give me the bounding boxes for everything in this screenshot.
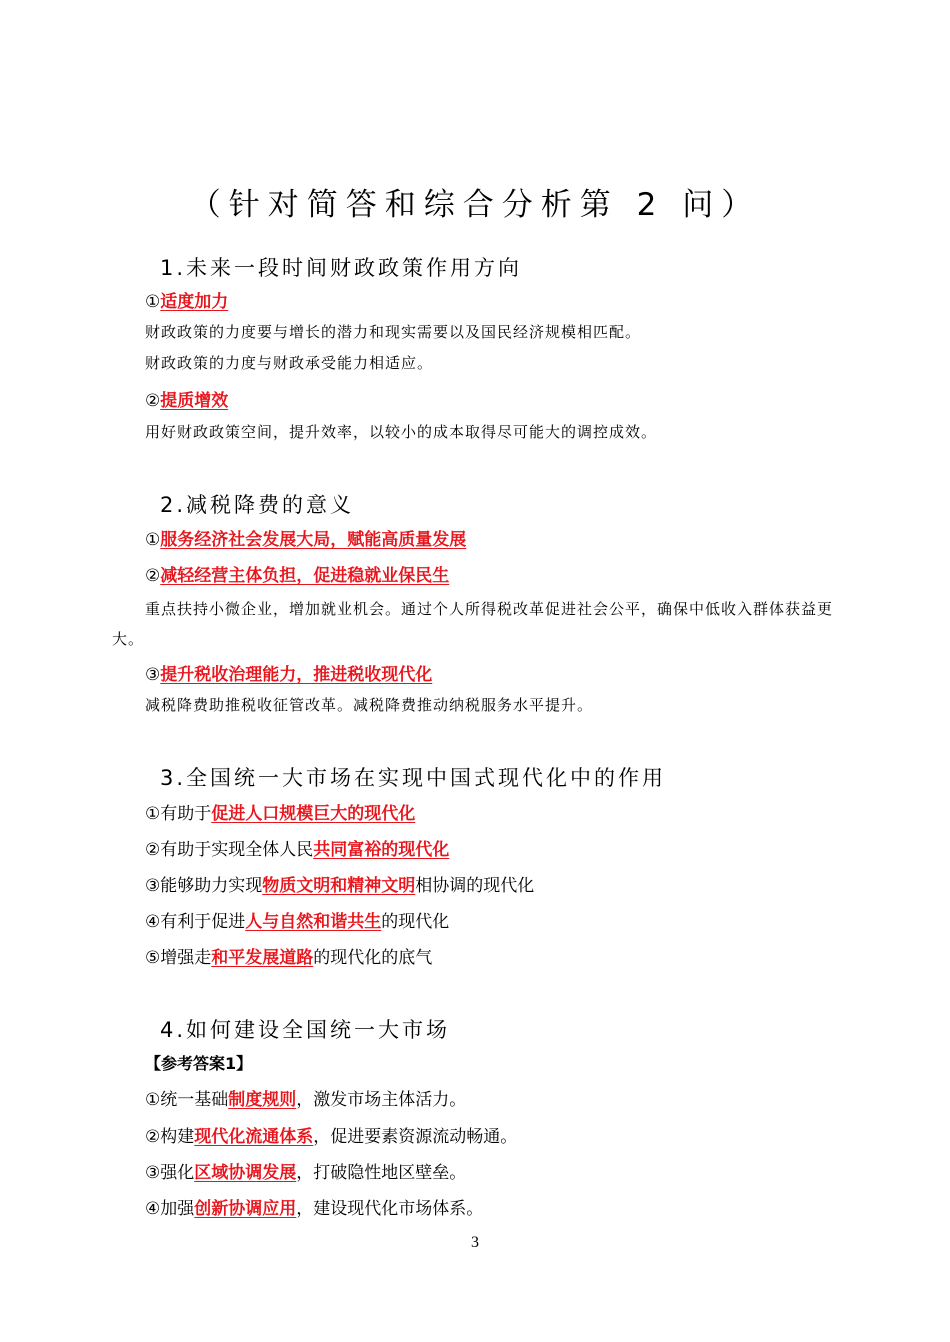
item-number: ①	[145, 292, 161, 312]
s2-item-2-paragraph: 重点扶持小微企业，增加就业机会。通过个人所得税改革促进社会公平，确保中低收入群体获益更大。	[112, 600, 834, 648]
keyword: 减轻经营主体负担，促进稳就业保民生	[160, 566, 450, 586]
item-prefix: ⑤增强走	[145, 948, 212, 968]
s2-item-3	[145, 662, 432, 688]
s4-item-2	[145, 1124, 517, 1150]
item-prefix: ③能够助力实现	[145, 876, 263, 896]
section-4-heading: 4.如何建设全国统一大市场	[160, 1018, 451, 1042]
s3-item-2	[145, 837, 449, 863]
keyword: 共同富裕的现代化	[313, 840, 450, 860]
s1-item-2-line-1: 用好财政政策空间，提升效率，以较小的成本取得尽可能大的调控成效。	[145, 423, 658, 441]
s3-item-5	[145, 945, 432, 971]
item-suffix: 的现代化	[381, 912, 450, 932]
keyword: 服务经济社会发展大局，赋能高质量发展	[160, 530, 467, 550]
page-title: （针对简答和综合分析第 2 问）	[189, 187, 761, 223]
item-number: ③	[145, 665, 161, 685]
item-prefix: ④有利于促进	[145, 912, 246, 932]
item-suffix: 的现代化的底气	[313, 948, 433, 968]
keyword: 适度加力	[160, 292, 229, 312]
s3-item-4	[145, 909, 449, 935]
section-2-heading: 2.减税降费的意义	[160, 493, 355, 517]
item-prefix: ④加强	[145, 1199, 195, 1219]
s3-item-3	[145, 873, 534, 899]
keyword: 提升税收治理能力，推进税收现代化	[160, 665, 433, 685]
s1-item-1-line-1: 财政政策的力度要与增长的潜力和现实需要以及国民经济规模相匹配。	[145, 323, 642, 341]
item-number: ②	[145, 566, 161, 586]
item-prefix: ②有助于实现全体人民	[145, 840, 314, 860]
keyword: 促进人口规模巨大的现代化	[211, 804, 416, 824]
item-number: ①	[145, 530, 161, 550]
reference-answer-label: 【参考答案1】	[145, 1054, 253, 1073]
section-3-heading: 3.全国统一大市场在实现中国式现代化中的作用	[160, 766, 667, 790]
s4-item-4	[145, 1196, 483, 1222]
item-prefix: ①有助于	[145, 804, 212, 824]
item-number: ②	[145, 391, 161, 411]
keyword: 提质增效	[160, 391, 229, 411]
s2-item-2	[145, 563, 449, 589]
s1-item-2	[145, 388, 228, 414]
item-suffix: ，激发市场主体活力。	[296, 1090, 467, 1110]
item-suffix: ，打破隐性地区壁垒。	[296, 1163, 467, 1183]
keyword: 物质文明和精神文明	[262, 876, 416, 896]
keyword: 区域协调发展	[194, 1163, 297, 1183]
keyword: 创新协调应用	[194, 1199, 297, 1219]
s3-item-1	[145, 801, 415, 827]
item-prefix: ②构建	[145, 1127, 195, 1147]
item-suffix: ，建设现代化市场体系。	[296, 1199, 484, 1219]
page-number: 3	[471, 1234, 479, 1251]
keyword: 现代化流通体系	[194, 1127, 314, 1147]
item-suffix: 相协调的现代化	[415, 876, 535, 896]
section-1-heading: 1.未来一段时间财政政策作用方向	[160, 256, 523, 280]
item-suffix: ，促进要素资源流动畅通。	[313, 1127, 518, 1147]
s4-item-1	[145, 1087, 466, 1113]
item-prefix: ①统一基础	[145, 1090, 229, 1110]
item-prefix: ③强化	[145, 1163, 195, 1183]
keyword: 制度规则	[228, 1090, 297, 1110]
keyword: 和平发展道路	[211, 948, 314, 968]
s1-item-1	[145, 289, 228, 315]
keyword: 人与自然和谐共生	[245, 912, 382, 932]
s1-item-1-line-2: 财政政策的力度与财政承受能力相适应。	[145, 354, 434, 372]
s2-item-1	[145, 527, 466, 553]
s2-item-3-line-1: 减税降费助推税收征管改革。减税降费推动纳税服务水平提升。	[145, 696, 594, 714]
s4-item-3	[145, 1160, 466, 1186]
